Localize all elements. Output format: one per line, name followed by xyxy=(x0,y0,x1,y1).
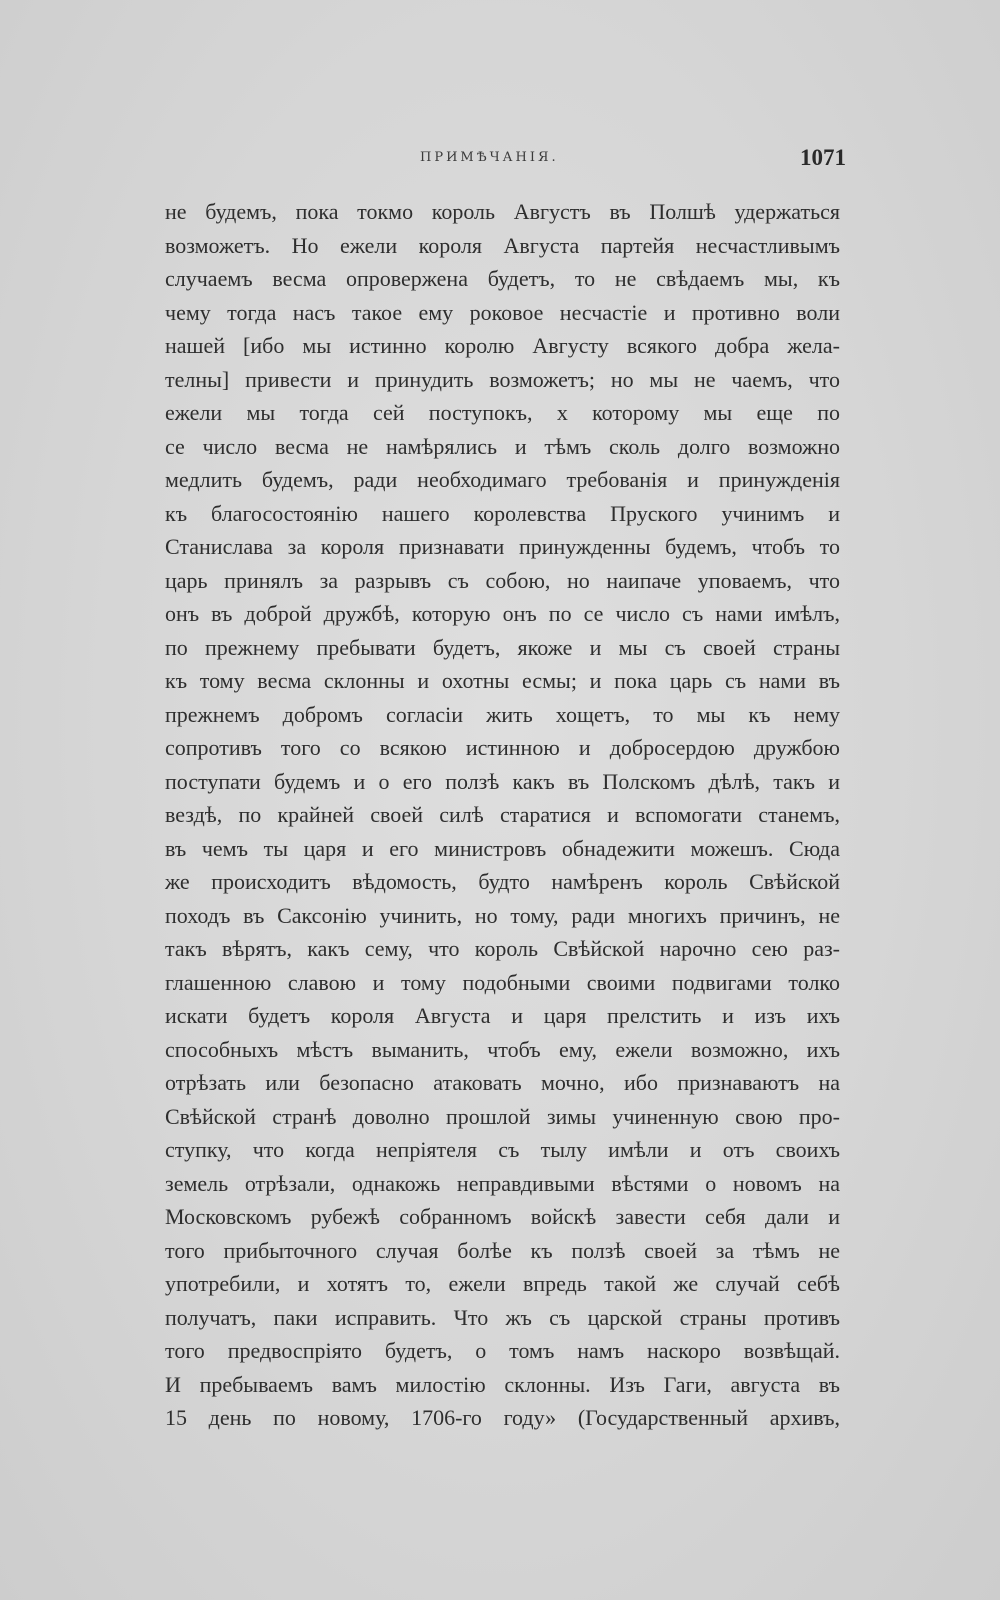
text-line: употребили, и хотятъ то, ежели впредь такой же случай себѣ xyxy=(165,1271,840,1296)
text-line: чему тогда насъ такое ему роковое несчастіе и противно воли xyxy=(165,299,840,325)
text-line: И пребываемъ вамъ милостію склонны. Изъ Гаги, августа въ xyxy=(165,1371,840,1397)
text-line: поступати будемъ и о его ползѣ какъ въ Полскомъ дѣлѣ, такъ и xyxy=(165,768,840,794)
text-line: царь принялъ за разрывъ съ собою, но наипаче уповаемъ, что xyxy=(165,567,840,593)
text-line: 15 день по новому, 1706-го году» (Государственный архивъ, xyxy=(165,1405,840,1430)
text-line: же происходитъ вѣдомость, будто намѣренъ король Свѣйской xyxy=(165,869,840,894)
text-line: случаемъ весма опровержена будетъ, то не свѣдаемъ мы, къ xyxy=(165,266,840,291)
text-line: онъ въ доброй дружбѣ, которую онъ по се число съ нами имѣлъ, xyxy=(165,601,840,626)
text-line: не будемъ, пока токмо король Августъ въ Полшѣ удержаться xyxy=(165,199,840,224)
text-line: отрѣзать или безопасно атаковать мочно, ибо признаваютъ на xyxy=(165,1070,840,1095)
text-line: ступку, что когда непріятеля съ тылу имѣли и отъ своихъ xyxy=(165,1137,840,1162)
text-line: медлить будемъ, ради необходимаго требованія и принужденія xyxy=(165,467,840,492)
text-line: того предвоспріято будетъ, о томъ намъ наскоро возвѣщай. xyxy=(165,1338,840,1363)
text-line: сопротивъ того со всякою истинною и добросердою дружбою xyxy=(165,735,840,760)
text-line: Московскомъ рубежѣ собранномъ войскѣ завести себя дали и xyxy=(165,1204,840,1229)
text-line: ежели мы тогда сей поступокъ, х которому мы еще по xyxy=(165,400,840,425)
text-line: земель отрѣзали, однакожь неправдивыми вѣстями о новомъ на xyxy=(165,1170,840,1196)
page-number: 1071 xyxy=(800,145,846,170)
text-line: искати будетъ короля Августа и царя прелстить и изъ ихъ xyxy=(165,1003,840,1028)
text-line: глашенною славою и тому подобными своими подвигами толко xyxy=(165,969,840,995)
text-line: того прибыточного случая болѣе къ ползѣ своей за тѣмъ не xyxy=(165,1237,840,1263)
text-line: нашей [ибо мы истинно королю Августу всякого добра жела- xyxy=(165,333,840,358)
body-text xyxy=(165,195,840,1435)
text-line: къ тому весма склонны и охотны есмы; и пока царь съ нами въ xyxy=(165,668,840,693)
text-line: такъ вѣрятъ, какъ сему, что король Свѣйской нарочно сею раз- xyxy=(165,936,840,961)
text-line: въ чемъ ты царя и его министровъ обнадежити можешъ. Сюда xyxy=(165,835,840,861)
text-line: возможетъ. Но ежели короля Августа партейя несчастливымъ xyxy=(165,232,840,258)
text-line: къ благосостоянію нашего королевства Пруского учинимъ и xyxy=(165,500,840,526)
text-line: по прежнему пребывати будетъ, якоже и мы съ своей страны xyxy=(165,634,840,660)
text-line: телны] привести и принудить возможетъ; но мы не чаемъ, что xyxy=(165,366,840,392)
text-line: Свѣйской странѣ доволно прошлой зимы учиненную свою про- xyxy=(165,1103,840,1129)
text-line: Станислава за короля признавати принужденны будемъ, чтобъ то xyxy=(165,534,840,559)
text-line: се число весма не намѣрялись и тѣмъ сколь долго возможно xyxy=(165,433,840,459)
text-line: получатъ, паки исправить. Что жъ съ царской страны противъ xyxy=(165,1304,840,1330)
text-line: вездѣ, по крайней своей силѣ старатися и вспомогати станемъ, xyxy=(165,802,840,827)
text-line: походъ въ Саксонію учинить, но тому, ради многихъ причинъ, не xyxy=(165,902,840,928)
text-line: способныхъ мѣстъ выманить, чтобъ ему, ежели возможно, ихъ xyxy=(165,1036,840,1062)
text-line: прежнемъ добромъ согласіи жить хощетъ, то мы къ нему xyxy=(165,701,840,727)
running-title: ПРИМѢЧАНІЯ. xyxy=(420,150,559,165)
